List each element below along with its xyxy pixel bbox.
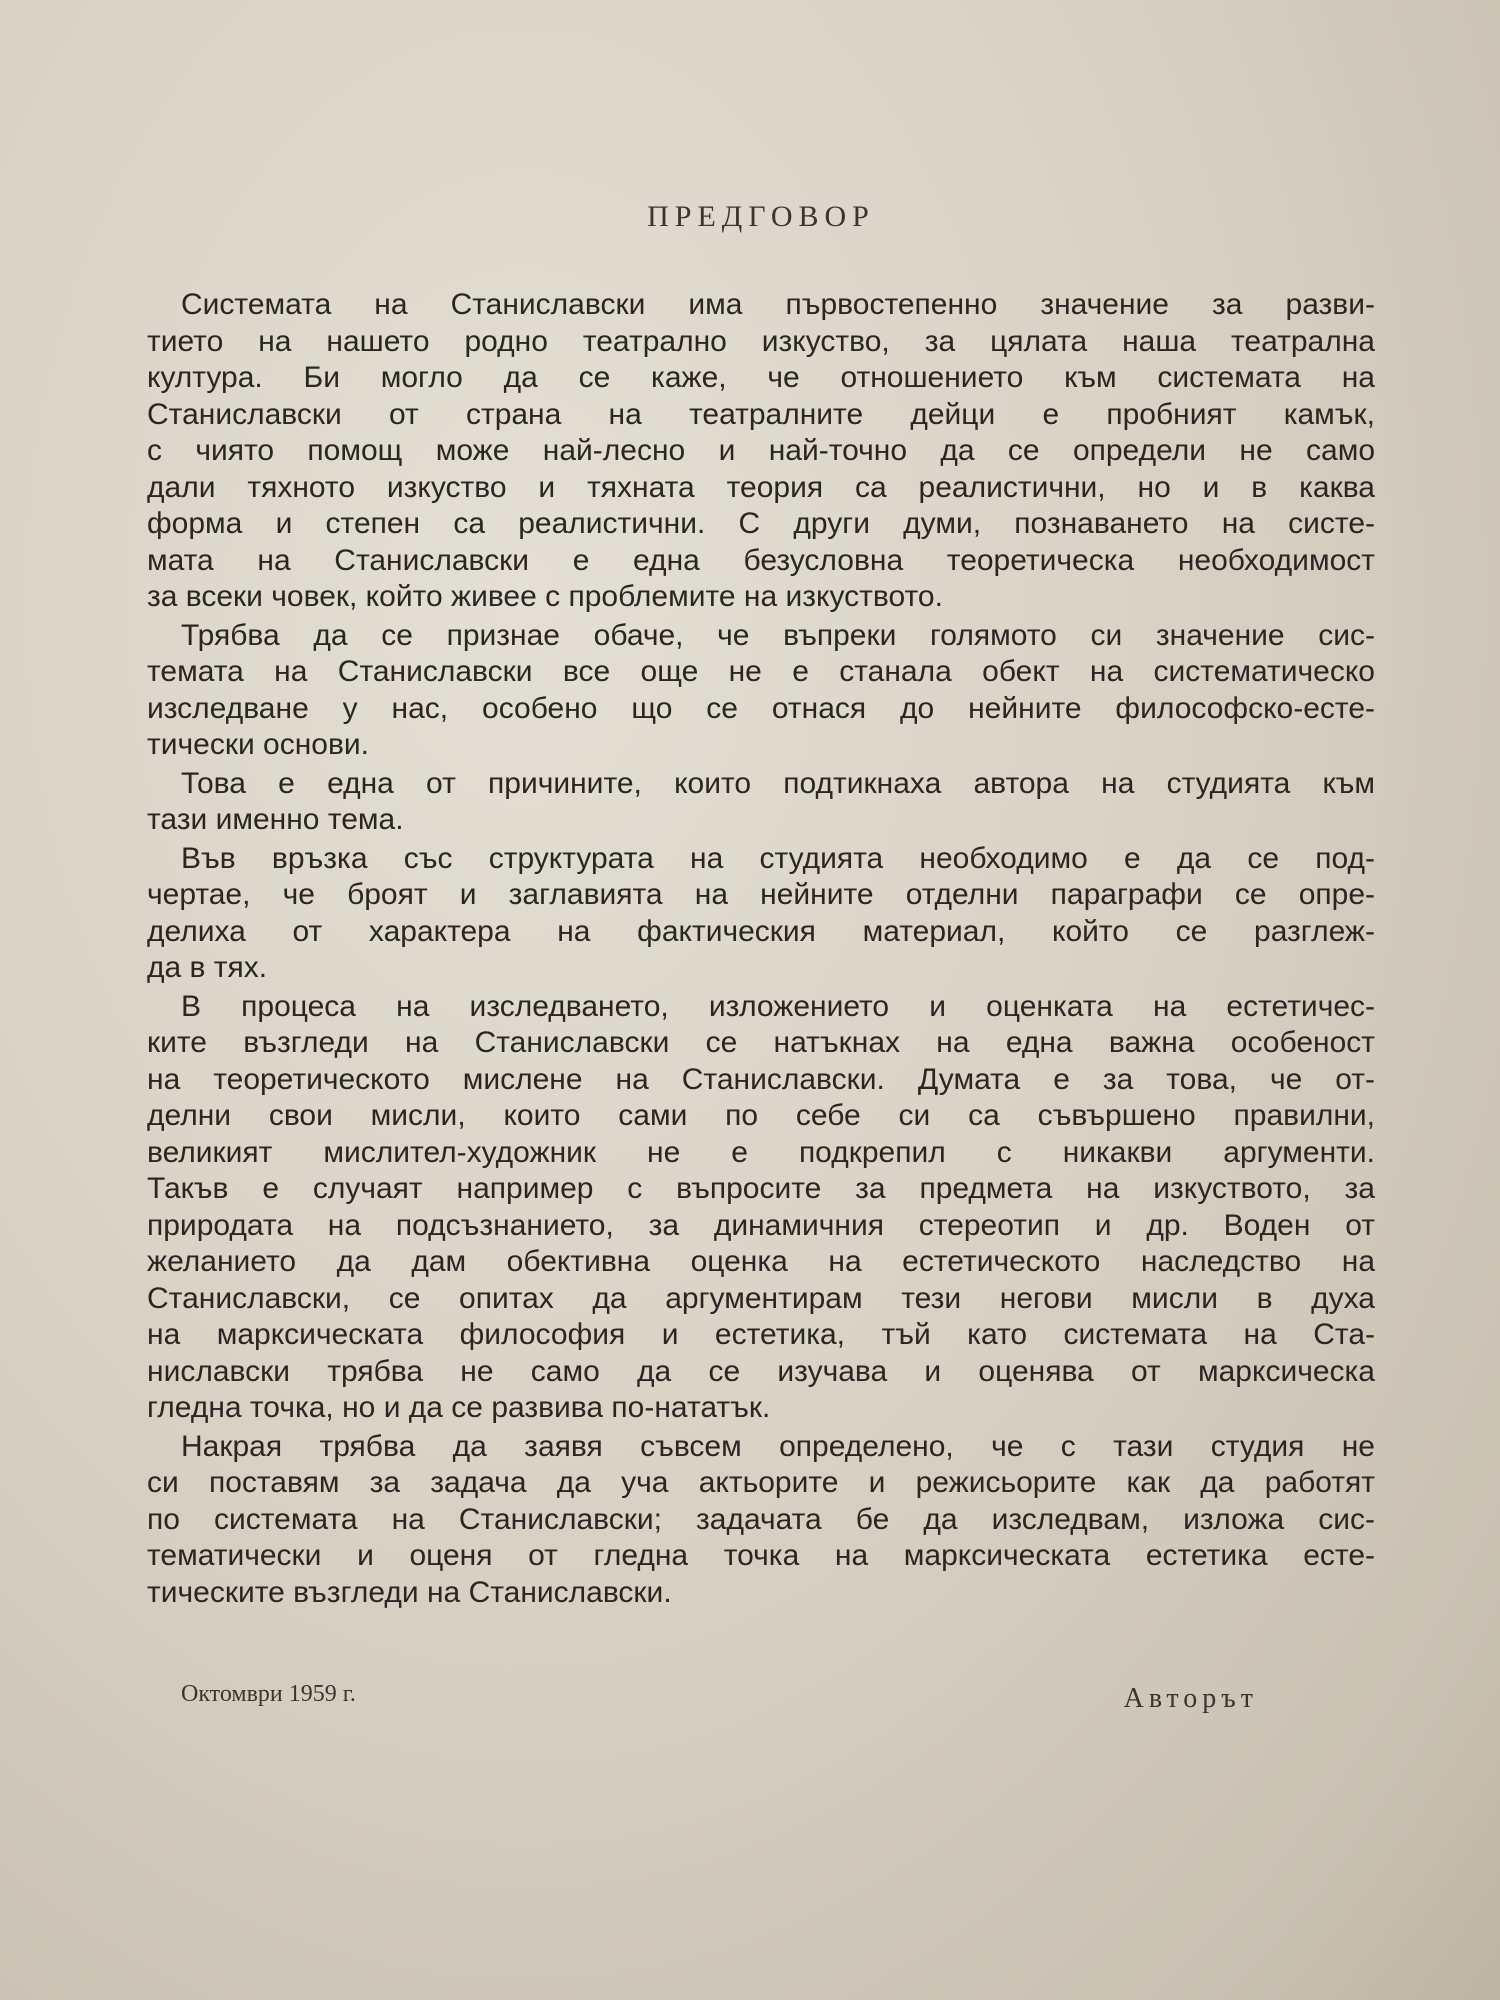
text-line: изследване у нас, особено що се отнася до нейните философско-есте- — [147, 691, 1375, 725]
text-line: делиха от характера на фактическия материал, който се разглеж- — [147, 914, 1375, 948]
text-line: Системата на Станиславски има първостепенно значение за разви- — [181, 288, 1375, 321]
text-line: да в тях. — [147, 951, 268, 984]
text-line: тази именно тема. — [147, 803, 404, 836]
text-line: култура. Би могло да се каже, че отношението към системата на — [147, 361, 1375, 394]
text-line: на марксическата философия и естетика, тъй като системата на Ста- — [147, 1318, 1375, 1351]
paragraph — [147, 618, 1375, 764]
author-signature: Авторът — [1123, 1683, 1258, 1714]
page-title: ПРЕДГОВОР — [647, 200, 875, 233]
text-line: темата на Станиславски все още не е станала обект на систематическо — [147, 655, 1375, 688]
text-line: мата на Станиславски е една безусловна теоретическа необходимост — [147, 543, 1375, 577]
text-line: Трябва да се признае обаче, че въпреки голямото си значение сис- — [181, 618, 1375, 652]
paragraph — [147, 841, 1375, 987]
text-line: чертае, че броят и заглавията на нейните отделни параграфи се опре- — [147, 878, 1375, 911]
text-line: за всеки човек, който живее с проблемите на изкуството. — [147, 580, 943, 613]
text-line: Такъв е случаят например с въпросите за предмета на изкуството, за — [147, 1172, 1375, 1205]
text-line: ките възгледи на Станиславски се натъкнах на една важна особеност — [147, 1026, 1375, 1059]
date: Октомври 1959 г. — [181, 1681, 356, 1707]
paragraph — [147, 1429, 1375, 1612]
book-page — [147, 0, 1375, 2000]
signature-block — [147, 1675, 1375, 1725]
text-line: тието на нашето родно театрално изкуство, за цялата наша театрална — [147, 324, 1375, 358]
paragraph — [147, 766, 1375, 839]
text-line: гледна точка, но и да се развива по-нататък. — [147, 1391, 771, 1424]
text-line: Във връзка със структурата на студията необходимо е да се под- — [181, 841, 1375, 875]
text-line: с чиято помощ може най-лесно и най-точно да се определи не само — [147, 434, 1375, 467]
text-line: дали тяхното изкуство и тяхната теория са реалистични, но и в каква — [147, 470, 1375, 504]
text-line: тематически и оценя от гледна точка на марксическата естетика есте- — [147, 1539, 1375, 1572]
text-line: великият мислител-художник не е подкрепил с никакви аргументи. — [147, 1135, 1375, 1169]
preface-body — [147, 287, 1375, 1613]
text-line: форма и степен са реалистични. С други думи, познаването на систе- — [147, 507, 1375, 540]
text-line: Станиславски, се опитах да аргументирам тези негови мисли в духа — [147, 1281, 1375, 1315]
text-line: природата на подсъзнанието, за динамичния стереотип и др. Воден от — [147, 1208, 1375, 1242]
paragraph — [147, 989, 1375, 1427]
paragraph — [147, 287, 1375, 616]
text-line: по системата на Станиславски; задачата бе да изследвам, изложа сис- — [147, 1502, 1375, 1536]
text-line: ниславски трябва не само да се изучава и оценява от марксическа — [147, 1354, 1375, 1388]
text-line: Станиславски от страна на театралните дейци е пробният камък, — [147, 397, 1375, 431]
text-line: В процеса на изследването, изложението и оценката на естетичес- — [181, 989, 1375, 1023]
text-line: желанието да дам обективна оценка на естетическото наследство на — [147, 1245, 1375, 1278]
text-line: делни свои мисли, които сами по себе си са съвършено правилни, — [147, 1099, 1375, 1132]
text-line: тически основи. — [147, 728, 369, 761]
text-line: Това е една от причините, които подтикнаха автора на студията към — [181, 766, 1375, 800]
text-line: на теоретическото мислене на Станиславски. Думата е за това, че от- — [147, 1062, 1375, 1096]
text-line: си поставям за задача да уча актьорите и режисьорите как да работят — [147, 1466, 1375, 1499]
text-line: Накрая трябва да заявя съвсем определено, че с тази студия не — [181, 1429, 1375, 1463]
text-line: тическите възгледи на Станиславски. — [147, 1575, 672, 1609]
